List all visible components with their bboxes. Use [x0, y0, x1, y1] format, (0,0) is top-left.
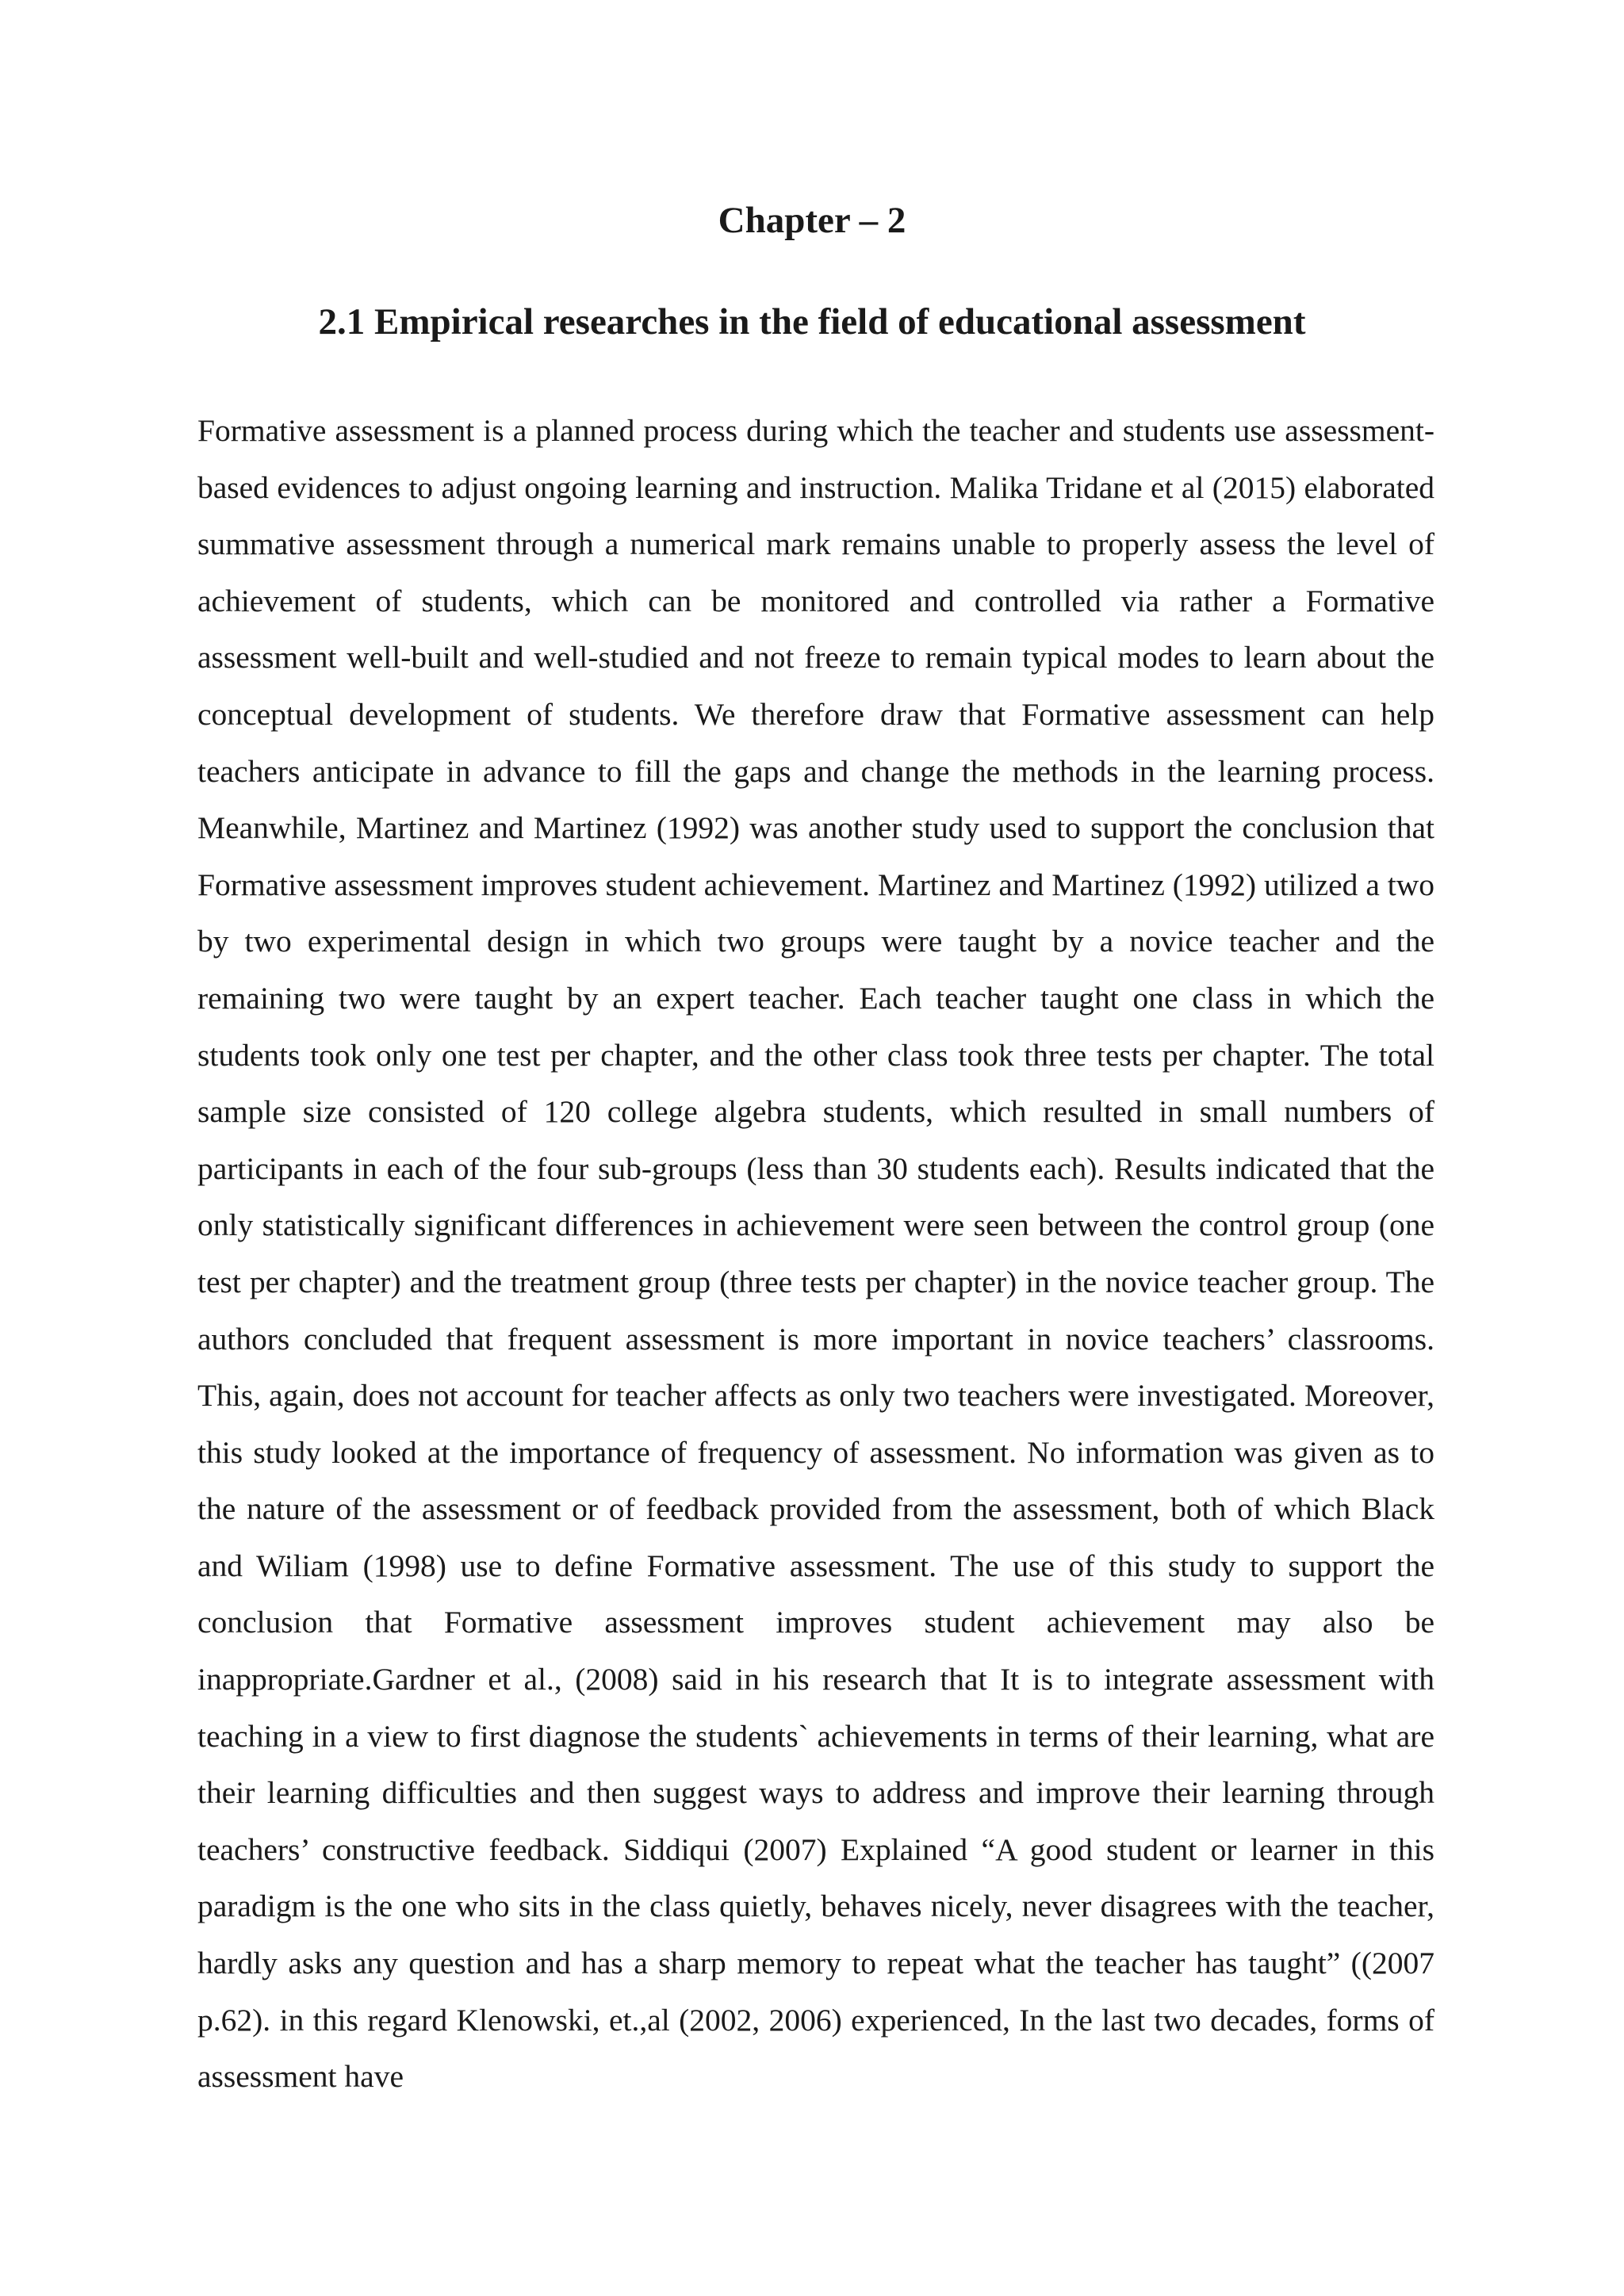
- chapter-title: Chapter – 2: [718, 200, 906, 241]
- section-title: 2.1 Empirical researches in the field of educational assessment: [318, 301, 1306, 342]
- body-paragraph: Formative assessment is a planned process during which the teacher and students use assessment-based evidences to adjust ongoing learning and instruction. Malika Tridane et al (2015) elaborated summative assessment through a numerical mark remains unable to properly assess the level of achievement of students, which can be monitored and controlled via rather a Formative assessment well-built and well-studied and not freeze to remain typical modes to learn about the conceptual development of students. We therefore draw that Formative assessment can help teachers anticipate in advance to fill the gaps and change the methods in the learning process. Meanwhile, Martinez and Martinez (1992) was another study used to support the conclusion that Formative assessment improves student achievement. Martinez and Martinez (1992) utilized a two by two experimental design in which two groups were taught by a novice teacher and the remaining two were taught by an expert teacher. Each teacher taught one class in which the students took only one test per chapter, and the other class took three tests per chapter. The total sample size consisted of 120 college algebra students, which resulted in small numbers of participants in each of the four sub-groups (less than 30 students each). Results indicated that the only statistically significant differences in achievement were seen between the control group (one test per chapter) and the treatment group (three tests per chapter) in the novice teacher group. The authors concluded that frequent assessment is more important in novice teachers’ classrooms. This, again, does not account for teacher affects as only two teachers were investigated. Moreover, this study looked at the importance of frequency of assessment. No information was given as to the nature of the assessment or of feedback provided from the assessment, both of which Black and Wiliam (1998) use to define Formative assessment. The use of this study to support the conclusion that Formative assessment improves student achievement may also be inappropriate.Gardner et al., (2008) said in his research that It is to integrate assessment with teaching in a view to first diagnose the students` achievements in terms of their learning, what are their learning difficulties and then suggest ways to address and improve their learning through teachers’ constructive feedback. Siddiqui (2007) Explained “A good student or learner in this paradigm is the one who sits in the class quietly, behaves nicely, never disagrees with the teacher, hardly asks any question and has a sharp memory to repeat what the teacher has taught” ((2007 p.62). in this regard Klenowski, et.,al (2002, 2006) experienced, In the last two decades, forms of assessment have: [197, 413, 1434, 2095]
